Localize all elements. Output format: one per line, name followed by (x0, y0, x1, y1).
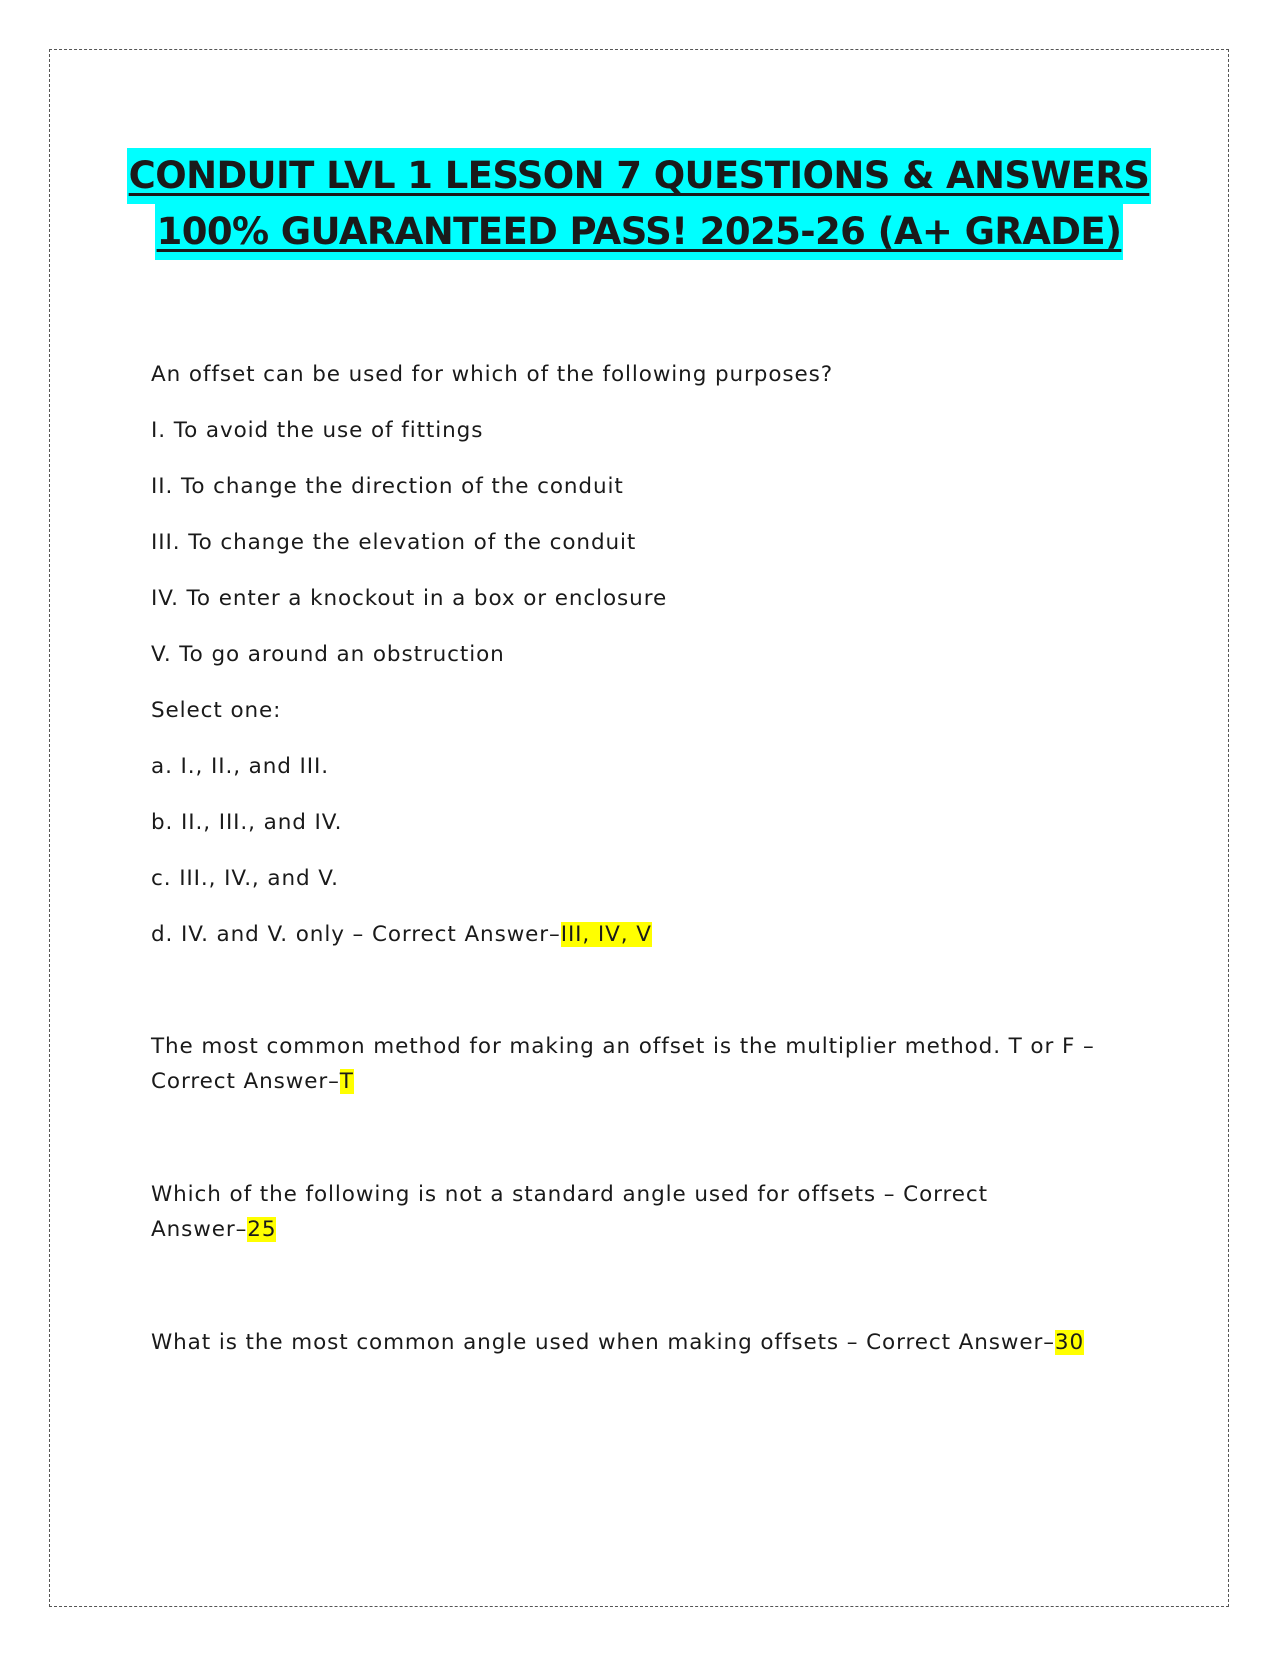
document-title (49, 148, 1229, 260)
q1-option-a: a. I., II., and III. (151, 754, 330, 779)
q2-line-2 (151, 1065, 354, 1099)
q2-line-1: The most common method for making an offset is the multiplier method. T or F – (151, 1034, 1095, 1059)
q4-answer: 30 (1054, 1330, 1085, 1355)
q3-answer: 25 (247, 1217, 277, 1242)
q1-item-2: II. To change the direction of the conduit (151, 474, 624, 499)
q2-answer: T (339, 1069, 354, 1094)
q3-line-2 (151, 1213, 276, 1247)
q3-line-1: Which of the following is not a standard angle used for offsets – Correct (151, 1182, 988, 1207)
q1-answer: III, IV, V (560, 922, 652, 947)
q1-item-5: V. To go around an obstruction (151, 642, 505, 667)
title-line-2: 100% GUARANTEED PASS! 2025-26 (A+ GRADE) (155, 204, 1124, 260)
q1-item-4: IV. To enter a knockout in a box or enclosure (151, 586, 668, 611)
q1-option-b: b. II., III., and IV. (151, 810, 343, 835)
q1-option-d-line (151, 918, 652, 952)
q1-item-3: III. To change the elevation of the conduit (151, 530, 637, 555)
q1-option-c: c. III., IV., and V. (151, 866, 339, 891)
q1-stem: An offset can be used for which of the following purposes? (151, 362, 834, 387)
q4-line (151, 1326, 1084, 1360)
q1-item-1: I. To avoid the use of fittings (151, 418, 484, 443)
q1-select-prompt: Select one: (151, 698, 282, 723)
title-line-1: CONDUIT LVL 1 LESSON 7 QUESTIONS & ANSWERS (127, 148, 1152, 204)
q2-answer-label: Correct Answer– (151, 1069, 340, 1094)
q4-text: What is the most common angle used when making offsets – Correct Answer– (151, 1330, 1055, 1355)
q3-answer-label: Answer– (151, 1217, 248, 1242)
q1-option-d: d. IV. and V. only – Correct Answer– (151, 922, 561, 947)
